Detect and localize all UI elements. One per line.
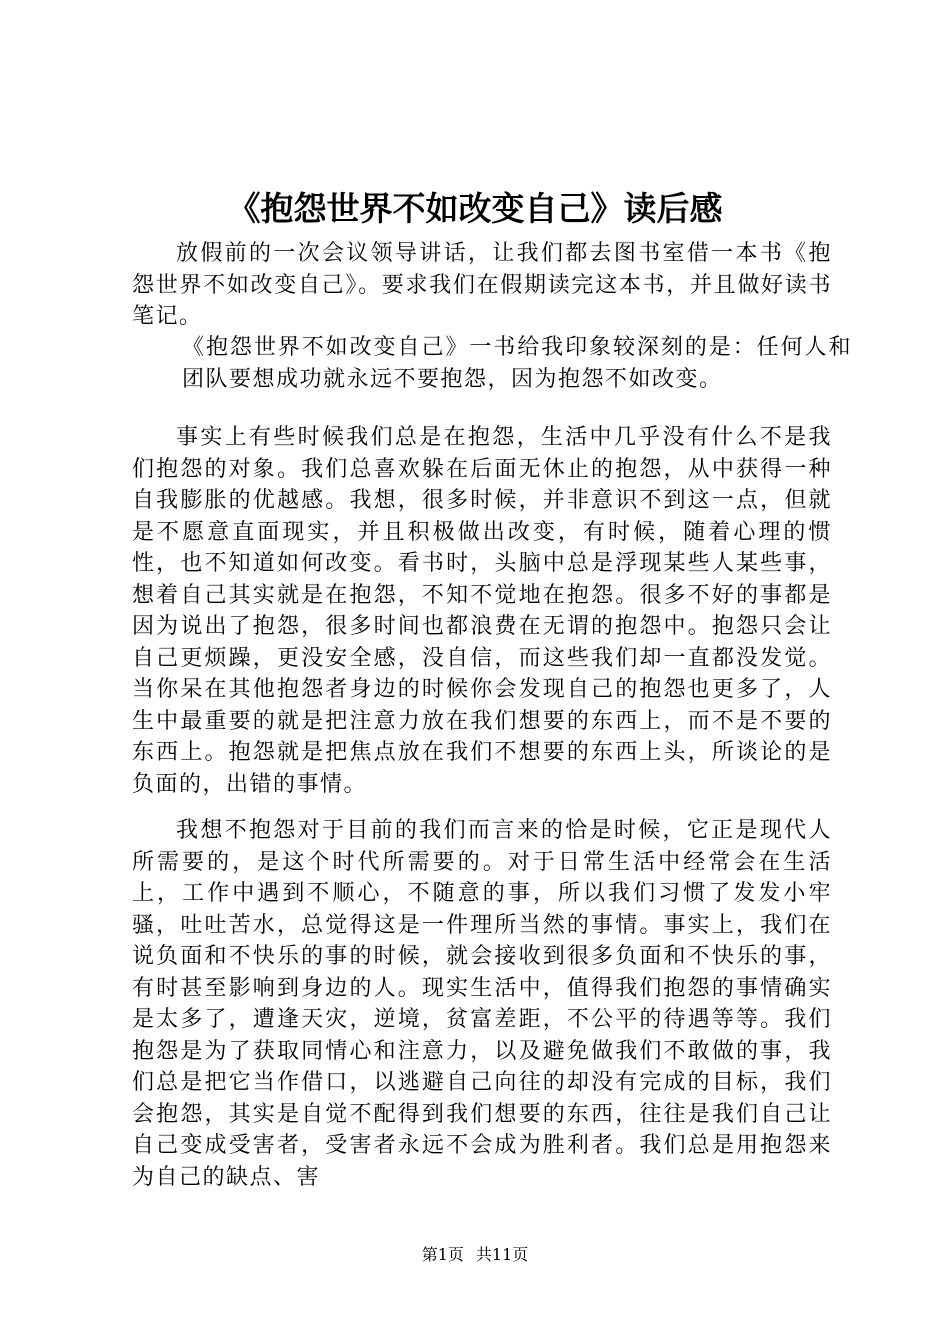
paragraph: 放假前的一次会议领导讲话，让我们都去图书室借一本书《抱怨世界不如改变自己》。要求我们在假期读完这本书，并且做好读书笔记。 bbox=[132, 241, 832, 329]
paragraph-main-2 bbox=[132, 815, 832, 1193]
paragraph: 事实上有些时候我们总是在抱怨，生活中几乎没有什么不是我们抱怨的对象。我们总喜欢躲在后面无休止的抱怨，从中获得一种自我膨胀的优越感。我想，很多时候，并非意识不到这一点，但就是不愿意直面现实，并且积极做出改变，有时候，随着心理的惯性，也不知道如何改变。看书时，头脑中总是浮现某些人某些事，想着自己其实就是在抱怨，不知不觉地在抱怨。很多不好的事都是因为说出了抱怨，很多时间也都浪费在无谓的抱怨中。抱怨只会让自己更烦躁，更没安全感，没自信，而这些我们却一直都没发觉。当你呆在其他抱怨者身边的时候你会发现自己的抱怨也更多了，人生中最重要的就是把注意力放在我们想要的东西上，而不是不要的东西上。抱怨就是把焦点放在我们不想要的东西上头，所谈论的是负面的，出错的事情。 bbox=[132, 425, 832, 797]
paragraph: 《抱怨世界不如改变自己》一书给我印象较深刻的是：任何人和团队要想成功就永远不要抱怨，因为抱怨不如改变。 bbox=[182, 335, 852, 392]
paragraph-quote bbox=[182, 332, 852, 395]
paragraph-main-1 bbox=[132, 422, 832, 800]
page-footer bbox=[0, 1244, 950, 1266]
page-number: 第1页 bbox=[421, 1245, 464, 1264]
document-title: 《抱怨世界不如改变自己》读后感 bbox=[227, 189, 723, 228]
paragraph-intro bbox=[132, 238, 832, 333]
paragraph: 我想不抱怨对于目前的我们而言来的恰是时候，它正是现代人所需要的，是这个时代所需要的。对于日常生活中经常会在生活上，工作中遇到不顺心，不随意的事，所以我们习惯了发发小牢骚，吐吐苦水，总觉得这是一件理所当然的事情。事实上，我们在说负面和不快乐的事的时候，就会接收到很多负面和不快乐的事，有时甚至影响到身边的人。现实生活中，值得我们抱怨的事情确实是太多了，遭逢天灾，逆境，贫富差距，不公平的待遇等等。我们抱怨是为了获取同情心和注意力，以及避免做我们不敢做的事，我们总是把它当作借口，以逃避自己向往的却没有完成的目标，我们会抱怨，其实是自觉不配得到我们想要的东西，往往是我们自己让自己变成受害者，受害者永远不会成为胜利者。我们总是用抱怨来为自己的缺点、害 bbox=[132, 818, 832, 1190]
page-total: 共11页 bbox=[475, 1245, 529, 1264]
